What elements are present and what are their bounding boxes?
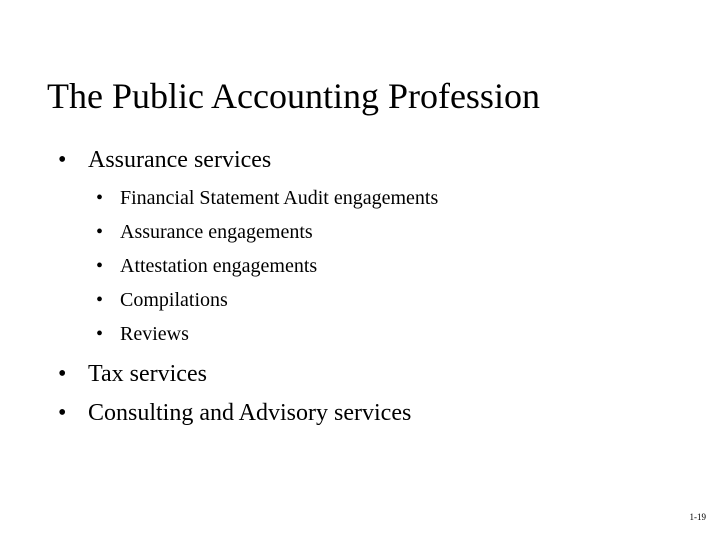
sub-bullet-item [96,254,317,278]
sub-bullet-label: Reviews [120,323,189,345]
bullet-label: Consulting and Advisory services [88,400,412,426]
bullet-icon: • [58,400,67,426]
sub-bullet-label: Financial Statement Audit engagements [120,187,439,209]
sub-bullet-item [96,322,189,346]
sub-bullet-label: Assurance engagements [120,221,313,243]
bullet-item-consulting-advisory [58,399,411,427]
bullet-item-assurance-services [58,146,271,174]
page-number: 1-19 [689,512,706,522]
bullet-icon: • [96,255,104,277]
bullet-icon: • [58,361,67,387]
slide-title: The Public Accounting Profession [47,76,540,116]
sub-bullet-label: Attestation engagements [120,255,318,277]
bullet-icon: • [96,323,104,345]
sub-bullet-label: Compilations [120,289,228,311]
bullet-icon: • [96,289,104,311]
bullet-icon: • [58,147,67,173]
bullet-icon: • [96,187,104,209]
sub-bullet-item [96,186,438,210]
sub-bullet-item [96,220,313,244]
sub-bullet-item [96,288,228,312]
bullet-label: Tax services [88,361,207,387]
bullet-icon: • [96,221,104,243]
bullet-label: Assurance services [88,147,272,173]
bullet-item-tax-services [58,360,207,388]
